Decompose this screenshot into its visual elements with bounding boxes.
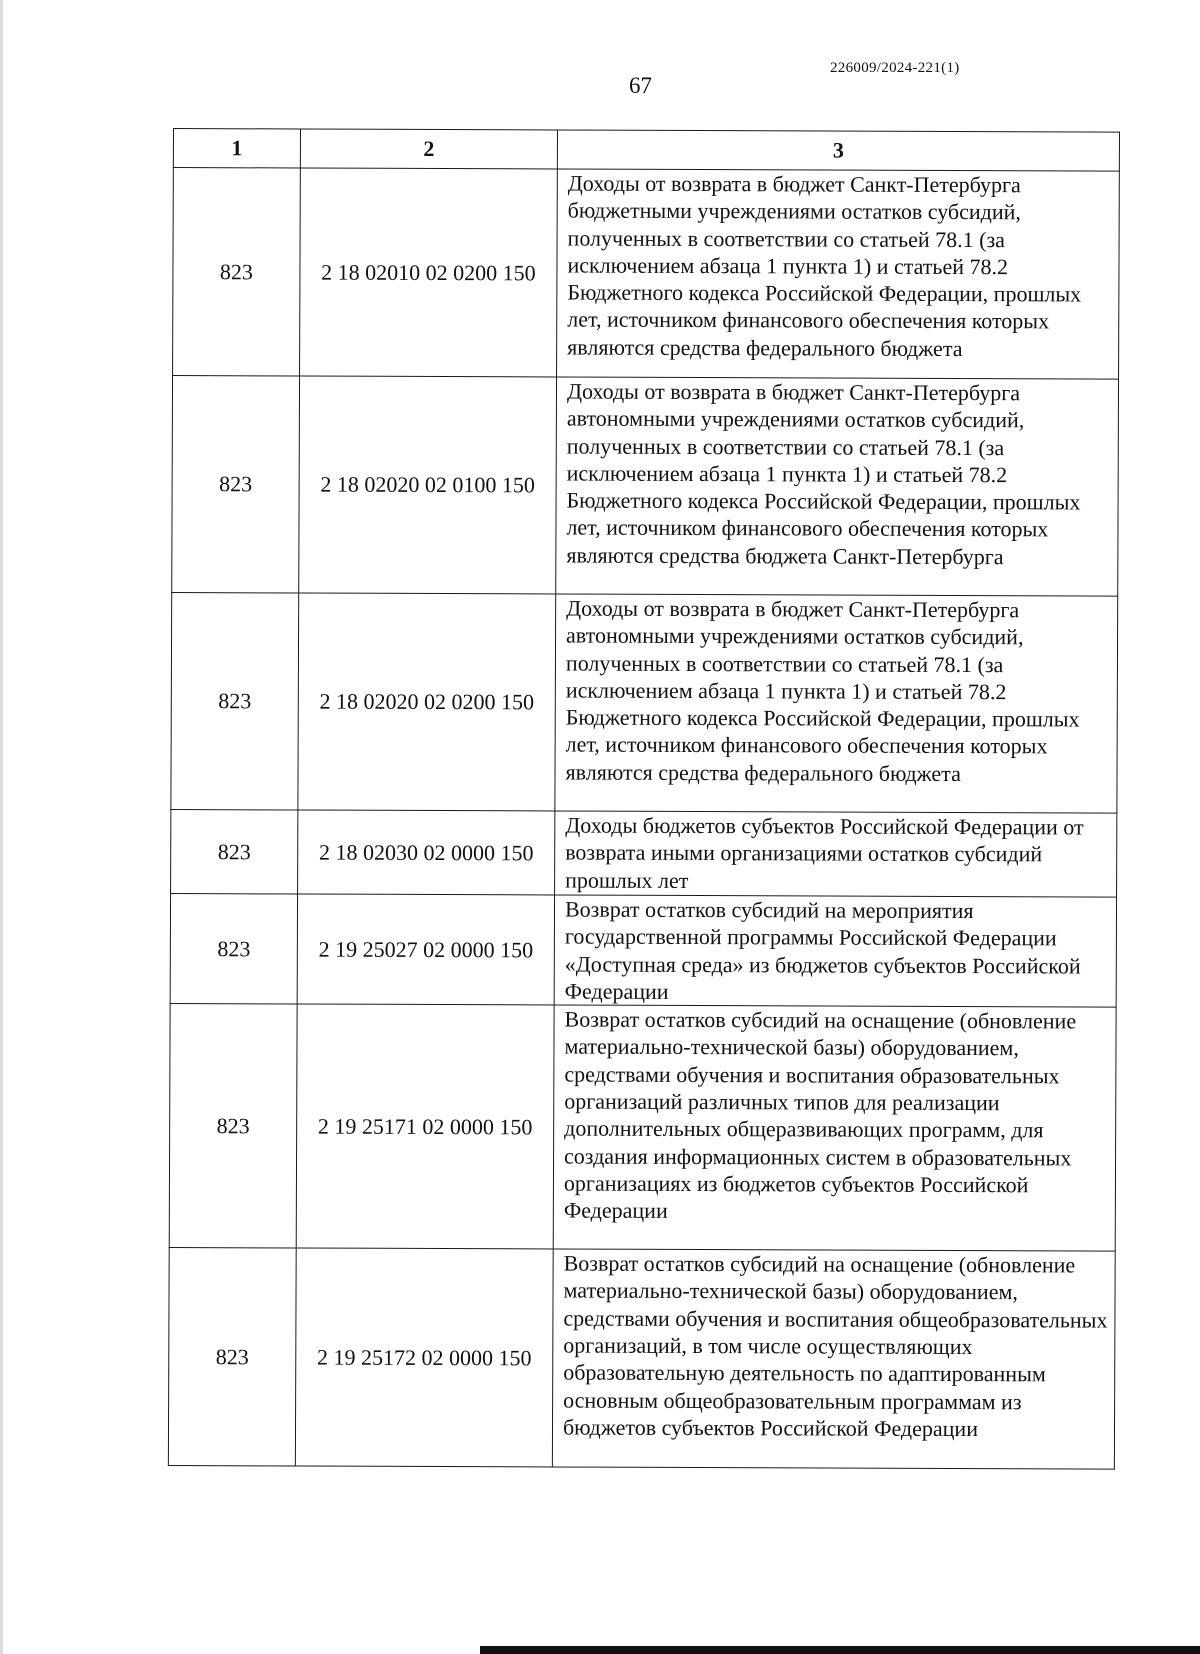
table-row bbox=[169, 1004, 1116, 1252]
admin-code-cell: 823 bbox=[170, 893, 297, 1004]
table-row bbox=[171, 592, 1118, 813]
table-row bbox=[171, 809, 1117, 897]
table-header bbox=[173, 129, 1119, 172]
description-cell: Доходы бюджетов субъектов Российской Федерации от возврата иными организациями остатков субсидий прошлых лет bbox=[555, 811, 1117, 897]
table-row bbox=[170, 893, 1116, 1007]
description-cell: Доходы от возврата в бюджет Санкт-Петербурга бюджетными учреждениями остатков субсидий, полученных в соответствии со статьей 78.1 (за исключением абзаца 1 пункта 1) и статьей 78.2 Бюджетного кодекса Российской Федерации, прошлых лет, источником финансового обеспечения которых являются средства федерального бюджета bbox=[557, 169, 1120, 379]
document-number: 226009/2024-221(1) bbox=[830, 60, 960, 76]
table-header-row bbox=[173, 129, 1119, 172]
table-row bbox=[168, 1248, 1115, 1470]
description-cell: Возврат остатков субсидий на мероприятия государственной программы Российской Федерации «Доступная среда» из бюджетов субъектов Российской Федерации bbox=[554, 895, 1116, 1007]
description-cell: Возврат остатков субсидий на оснащение (обновление материально-технической базы) оборудованием, средствами обучения и воспитания общеобразовательных организаций, в том числе осуществляющих образовательную деятельность по адаптированным основным общеобразовательным программам из бюджетов субъектов Российской Федерации bbox=[552, 1249, 1115, 1469]
table-row bbox=[173, 168, 1120, 380]
scan-edge bbox=[0, 0, 3, 1654]
admin-code-cell: 823 bbox=[172, 376, 300, 593]
admin-code-cell: 823 bbox=[169, 1004, 297, 1248]
budget-code-cell: 2 19 25172 02 0000 150 bbox=[295, 1248, 553, 1467]
description-cell: Доходы от возврата в бюджет Санкт-Петербурга автономными учреждениями остатков субсидий, полученных в соответствии со статьей 78.1 (за исключением абзаца 1 пункта 1) и статьей 78.2 Бюджетного кодекса Российской Федерации, прошлых лет, источником финансового обеспечения которых являются средства федерального бюджета bbox=[555, 594, 1118, 813]
description-cell: Доходы от возврата в бюджет Санкт-Петербурга автономными учреждениями остатков субсидий, полученных в соответствии со статьей 78.1 (за исключением абзаца 1 пункта 1) и статьей 78.2 Бюджетного кодекса Российской Федерации, прошлых лет, источником финансового обеспечения которых являются средства бюджета Санкт-Петербурга bbox=[556, 377, 1119, 596]
description-cell: Возврат остатков субсидий на оснащение (обновление материально-технической базы) оборудованием, средствами обучения и воспитания образовательных организаций различных типов для реализации дополнительных общеразвивающих программ, для создания информационных систем в образовательных организациях из бюджетов субъектов Российской Федерации bbox=[553, 1005, 1116, 1251]
table-body bbox=[168, 168, 1119, 1470]
table-row bbox=[172, 376, 1119, 597]
budget-code-cell: 2 19 25171 02 0000 150 bbox=[296, 1004, 554, 1249]
budget-code-cell: 2 18 02020 02 0200 150 bbox=[298, 593, 556, 811]
budget-code-cell: 2 18 02010 02 0200 150 bbox=[300, 168, 558, 377]
budget-code-cell: 2 18 02020 02 0100 150 bbox=[299, 376, 557, 594]
page-number: 67 bbox=[629, 73, 652, 98]
admin-code-cell: 823 bbox=[171, 592, 299, 809]
admin-code-cell: 823 bbox=[173, 168, 301, 376]
budget-code-cell: 2 18 02030 02 0000 150 bbox=[298, 810, 555, 895]
revenue-codes-table bbox=[168, 128, 1120, 1470]
admin-code-cell: 823 bbox=[171, 809, 298, 893]
scan-bottom-edge bbox=[480, 1646, 1200, 1654]
column-header-3: 3 bbox=[557, 130, 1119, 171]
column-header-1: 1 bbox=[173, 129, 300, 168]
budget-code-cell: 2 19 25027 02 0000 150 bbox=[297, 894, 554, 1005]
column-header-2: 2 bbox=[300, 129, 557, 169]
admin-code-cell: 823 bbox=[168, 1248, 296, 1466]
